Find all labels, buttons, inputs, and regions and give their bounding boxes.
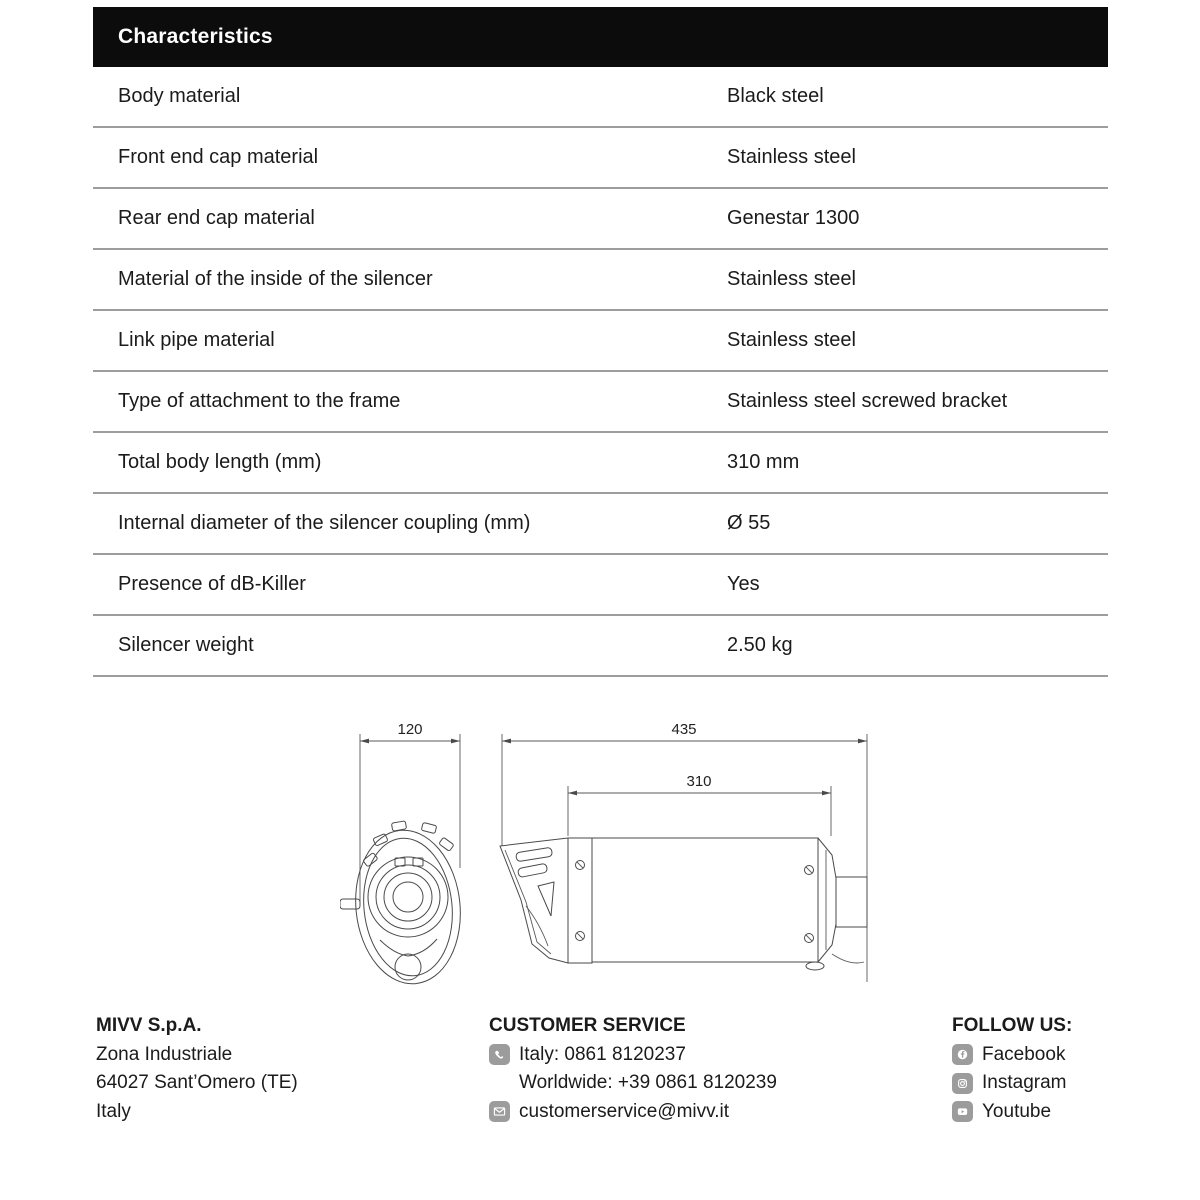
social-item-instagram[interactable] — [952, 1069, 1072, 1098]
table-row — [93, 616, 1108, 677]
row-label: Rear end cap material — [118, 207, 315, 229]
characteristics-table — [93, 7, 1108, 677]
youtube-icon — [952, 1101, 973, 1122]
characteristics-title: Characteristics — [118, 25, 273, 48]
silencer-end-view — [340, 821, 468, 989]
row-value: Stainless steel screwed bracket — [727, 390, 1008, 412]
row-value: Stainless steel — [727, 329, 856, 351]
table-row — [93, 372, 1108, 433]
table-row — [93, 250, 1108, 311]
dimension-120-label: 120 — [397, 721, 423, 738]
row-value: Genestar 1300 — [727, 207, 860, 229]
technical-drawing — [340, 710, 900, 1010]
silencer-drawing — [340, 710, 900, 1010]
table-row — [93, 311, 1108, 372]
customer-service-title: CUSTOMER SERVICE — [489, 1015, 686, 1036]
row-label: Silencer weight — [118, 634, 254, 656]
table-row — [93, 67, 1108, 128]
row-value: Stainless steel — [727, 268, 856, 290]
follow-us-title: FOLLOW US: — [952, 1015, 1073, 1036]
row-value: 310 mm — [727, 451, 800, 473]
social-item-facebook[interactable] — [952, 1041, 1072, 1070]
characteristics-header — [93, 7, 1108, 67]
facebook-icon — [952, 1044, 973, 1065]
youtube-label[interactable]: Youtube — [982, 1100, 1052, 1122]
company-info — [96, 1012, 298, 1126]
row-label: Body material — [118, 85, 241, 107]
customer-service — [489, 1012, 777, 1126]
row-value: Stainless steel — [727, 146, 856, 168]
phone-italy: Italy: 0861 8120237 — [519, 1043, 686, 1065]
table-row — [93, 555, 1108, 616]
instagram-icon — [952, 1073, 973, 1094]
row-value: Yes — [727, 573, 760, 595]
company-address-line: Zona Industriale — [96, 1043, 233, 1065]
table-row — [93, 494, 1108, 555]
company-name: MIVV S.p.A. — [96, 1015, 202, 1036]
silencer-side-view — [500, 838, 867, 970]
email-link[interactable]: customerservice@mivv.it — [519, 1100, 730, 1122]
email-icon — [489, 1101, 510, 1122]
row-label: Total body length (mm) — [118, 451, 322, 473]
row-value: Ø 55 — [727, 512, 771, 534]
table-row — [93, 189, 1108, 250]
row-value: 2.50 kg — [727, 634, 793, 656]
table-row — [93, 433, 1108, 494]
row-label: Presence of dB-Killer — [118, 573, 306, 595]
phone-worldwide: Worldwide: +39 0861 8120239 — [519, 1072, 777, 1093]
dimension-435-label: 435 — [671, 721, 697, 738]
company-address-line: Italy — [96, 1100, 131, 1122]
social-item-youtube[interactable] — [952, 1098, 1072, 1127]
row-label: Material of the inside of the silencer — [118, 268, 433, 290]
row-label: Type of attachment to the frame — [118, 390, 401, 412]
row-label: Front end cap material — [118, 146, 319, 168]
follow-us — [952, 1012, 1072, 1126]
instagram-label[interactable]: Instagram — [982, 1072, 1067, 1093]
facebook-label[interactable]: Facebook — [982, 1043, 1066, 1065]
row-label: Internal diameter of the silencer coupling (mm) — [118, 512, 531, 534]
phone-icon — [489, 1044, 510, 1065]
row-value: Black steel — [727, 85, 824, 107]
table-row — [93, 128, 1108, 189]
company-address-line: 64027 Sant’Omero (TE) — [96, 1072, 298, 1093]
dimension-310-label: 310 — [686, 773, 712, 790]
row-label: Link pipe material — [118, 329, 275, 351]
